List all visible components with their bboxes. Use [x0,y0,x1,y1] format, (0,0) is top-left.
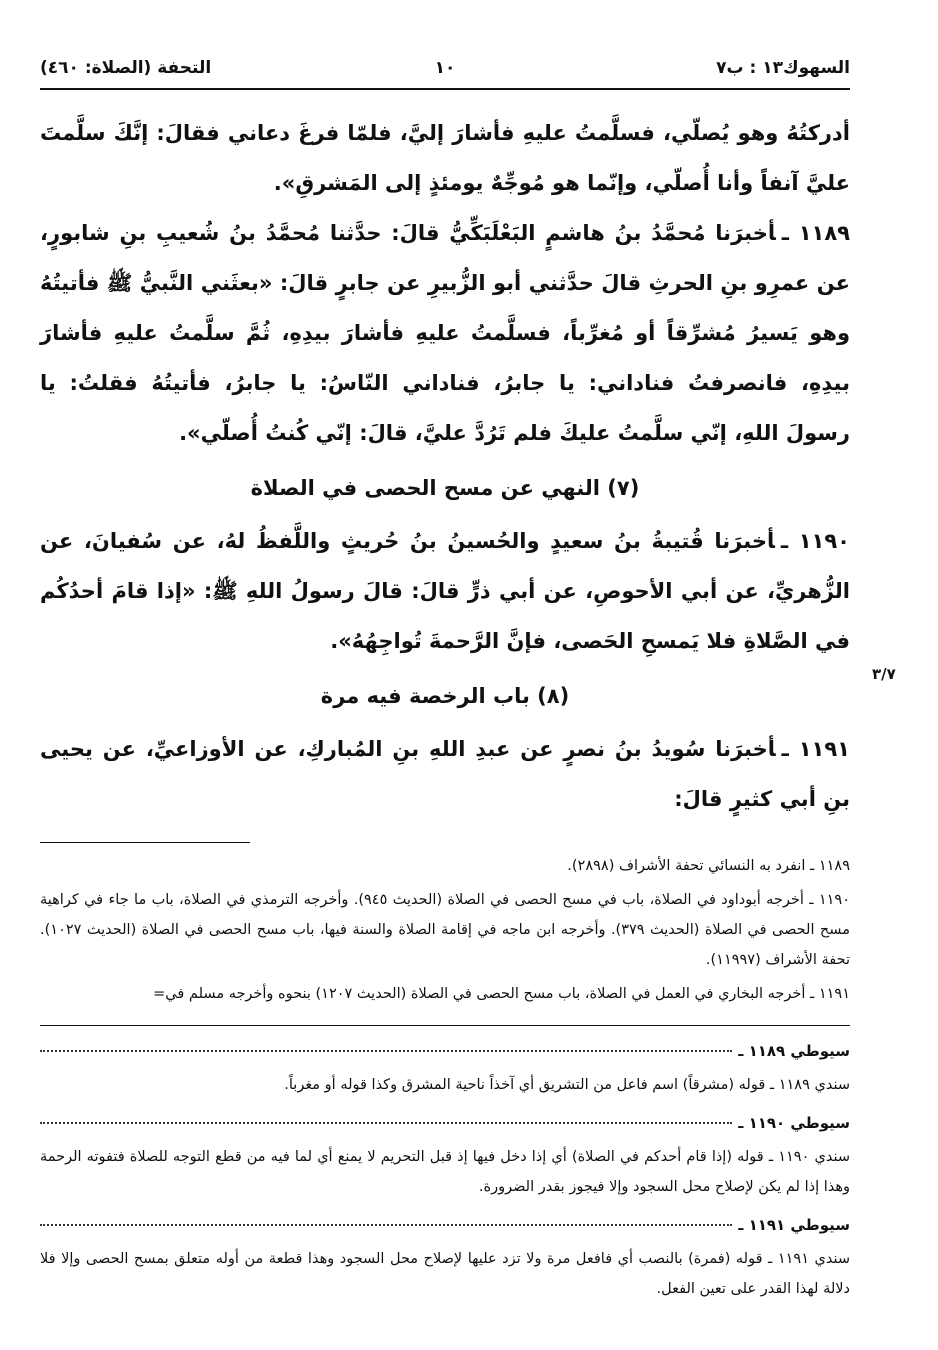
hadith-1190 [40,516,850,666]
suyuti-1189-title [40,1036,850,1066]
hadith-number: ١١٨٩ ـ [781,221,850,245]
hadith-continuation: أدركتُهُ وهو يُصلّي، فسلَّمتُ عليهِ فأشارَ إليَّ، فلمّا فرغَ دعاني فقالَ: إنَّكَ سلَّمتَ عليَّ آنفاً وأنا أُصلّي، وإنّما هو مُوجِّهٌ يومئذٍ إلى المَشرقِ». [40,121,850,195]
commentary-label: سيوطي ١١٩١ ـ [738,1216,850,1234]
header-manuscript-ref: السهوك١٣ : ب٧ [716,58,850,78]
hadith-text: أخبرَنا مُحمَّدُ بنُ هاشمٍ البَعْلَبَكِّيُّ قالَ: حدَّثنا مُحمَّدُ بنُ شُعيبِ بنِ شابورٍ، عن عمرِو بنِ الحرثِ قالَ حدَّثني أبو الزُّبيرِ عن جابرٍ قالَ: «بعثَني النَّبيُّ ﷺ فأتيتُهُ وهو يَسيرُ مُشرِّقاً أو مُغرِّباً، فسلَّمتُ عليهِ فأشارَ بيدِهِ، ثُمَّ سلَّمتُ عليهِ فأشارَ بيدِهِ، فانصرفتُ فناداني: يا جابرُ، فناداني النّاسُ: يا جابرُ، فأتيتُهُ فقلتُ: يا رسولَ اللهِ، إنّي سلَّمتُ عليكَ فلم تَرُدَّ عليَّ، قالَ: إنّي كُنتُ أُصلّي». [40,221,850,445]
sindi-1190: سندي ١١٩٠ ـ قوله (إذا قام أحدكم في الصلاة) أي إذا دخل فيها إذ قبل التحريم لا يمنع أي لما فيه من قطع التوجه للصلاة فتفوته الرحمة وهذا إذا لم يكن لإصلاح محل السجود وإلا فيجوز بقدر الضرورة. [40,1149,850,1195]
hadith-number: ١١٩١ ـ [781,737,850,761]
hadith-text: أخبرَنا قُتيبةُ بنُ سعيدٍ والحُسينُ بنُ حُريثٍ واللَّفظُ لهُ، عن سُفيانَ، عن الزُّهريِّ، عن أبي الأحوصِ، عن أبي ذرٍّ قالَ: قالَ رسولُ اللهِ ﷺ: «إذا قامَ أحدُكُم في الصَّلاةِ فلا يَمسحِ الحَصى، فإنَّ الرَّحمةَ تُواجِهُهُ». [40,529,850,653]
footnote-1190: ١١٩٠ ـ أخرجه أبوداود في الصلاة، باب في مسح الحصى في الصلاة (الحديث ٩٤٥). وأخرجه الترمذي في الصلاة، باب ما جاء في كراهية مسح الحصى في الصلاة (الحديث ٣٧٩). وأخرجه ابن ماجه في إقامة الصلاة والسنة فيها، باب مسح الحصى في الصلاة (الحديث ١٠٢٧). تحفة الأشراف (١١٩٩٧). [40,892,850,968]
footnotes [40,851,850,1009]
dotted-leader [40,1050,732,1052]
suyuti-1190-title [40,1108,850,1138]
chapter-heading: (٧) النهي عن مسح الحصى في الصلاة [250,476,640,500]
margin-page-reference: ٣/٧ [872,665,896,683]
suyuti-1191-title [40,1210,850,1240]
footnote-1191: ١١٩١ ـ أخرجه البخاري في العمل في الصلاة، باب مسح الحصى في الصلاة (الحديث ١٢٠٧) بنحوه وأخرجه مسلم في= [153,986,850,1002]
main-text [40,108,850,824]
footnote-divider [40,842,250,843]
dotted-leader [40,1122,732,1124]
page-number: ١٠ [434,58,456,78]
commentary [40,1036,850,1304]
sindi-1191: سندي ١١٩١ ـ قوله (فمرة) بالنصب أي فافعل مرة ولا تزد عليها لإصلاح محل السجود وهذا قطعة من أوله متعلق بمسح الحصى وإلا فلا دلالة لهذا القدر على تعين الفعل. [40,1251,850,1297]
hadith-1191 [40,724,850,824]
sindi-1189: سندي ١١٨٩ ـ قوله (مشرقاً) اسم فاعل من التشريق أي آخذاً ناحية المشرق وكذا قوله أو مغرباً. [284,1077,850,1093]
hadith-text: أخبرَنا سُويدُ بنُ نصرٍ عن عبدِ اللهِ بنِ المُباركِ، عن الأوزاعيِّ، عن يحيى بنِ أبي كثيرٍ قالَ: [40,737,850,811]
commentary-label: سيوطي ١١٨٩ ـ [738,1042,850,1060]
hadith-1189 [40,208,850,458]
hadith-number: ١١٩٠ ـ [780,529,850,553]
commentary-divider [40,1025,850,1026]
header-tuhfa-ref: التحفة (الصلاة: ٤٦٠) [40,58,212,78]
footnote-1189: ١١٨٩ ـ انفرد به النسائي تحفة الأشراف (٢٨٩٨). [567,858,850,874]
running-header [40,50,850,90]
dotted-leader [40,1224,732,1226]
commentary-label: سيوطي ١١٩٠ ـ [738,1114,850,1132]
chapter-heading: (٨) باب الرخصة فيه مرة [320,684,570,708]
book-page [40,50,850,1308]
